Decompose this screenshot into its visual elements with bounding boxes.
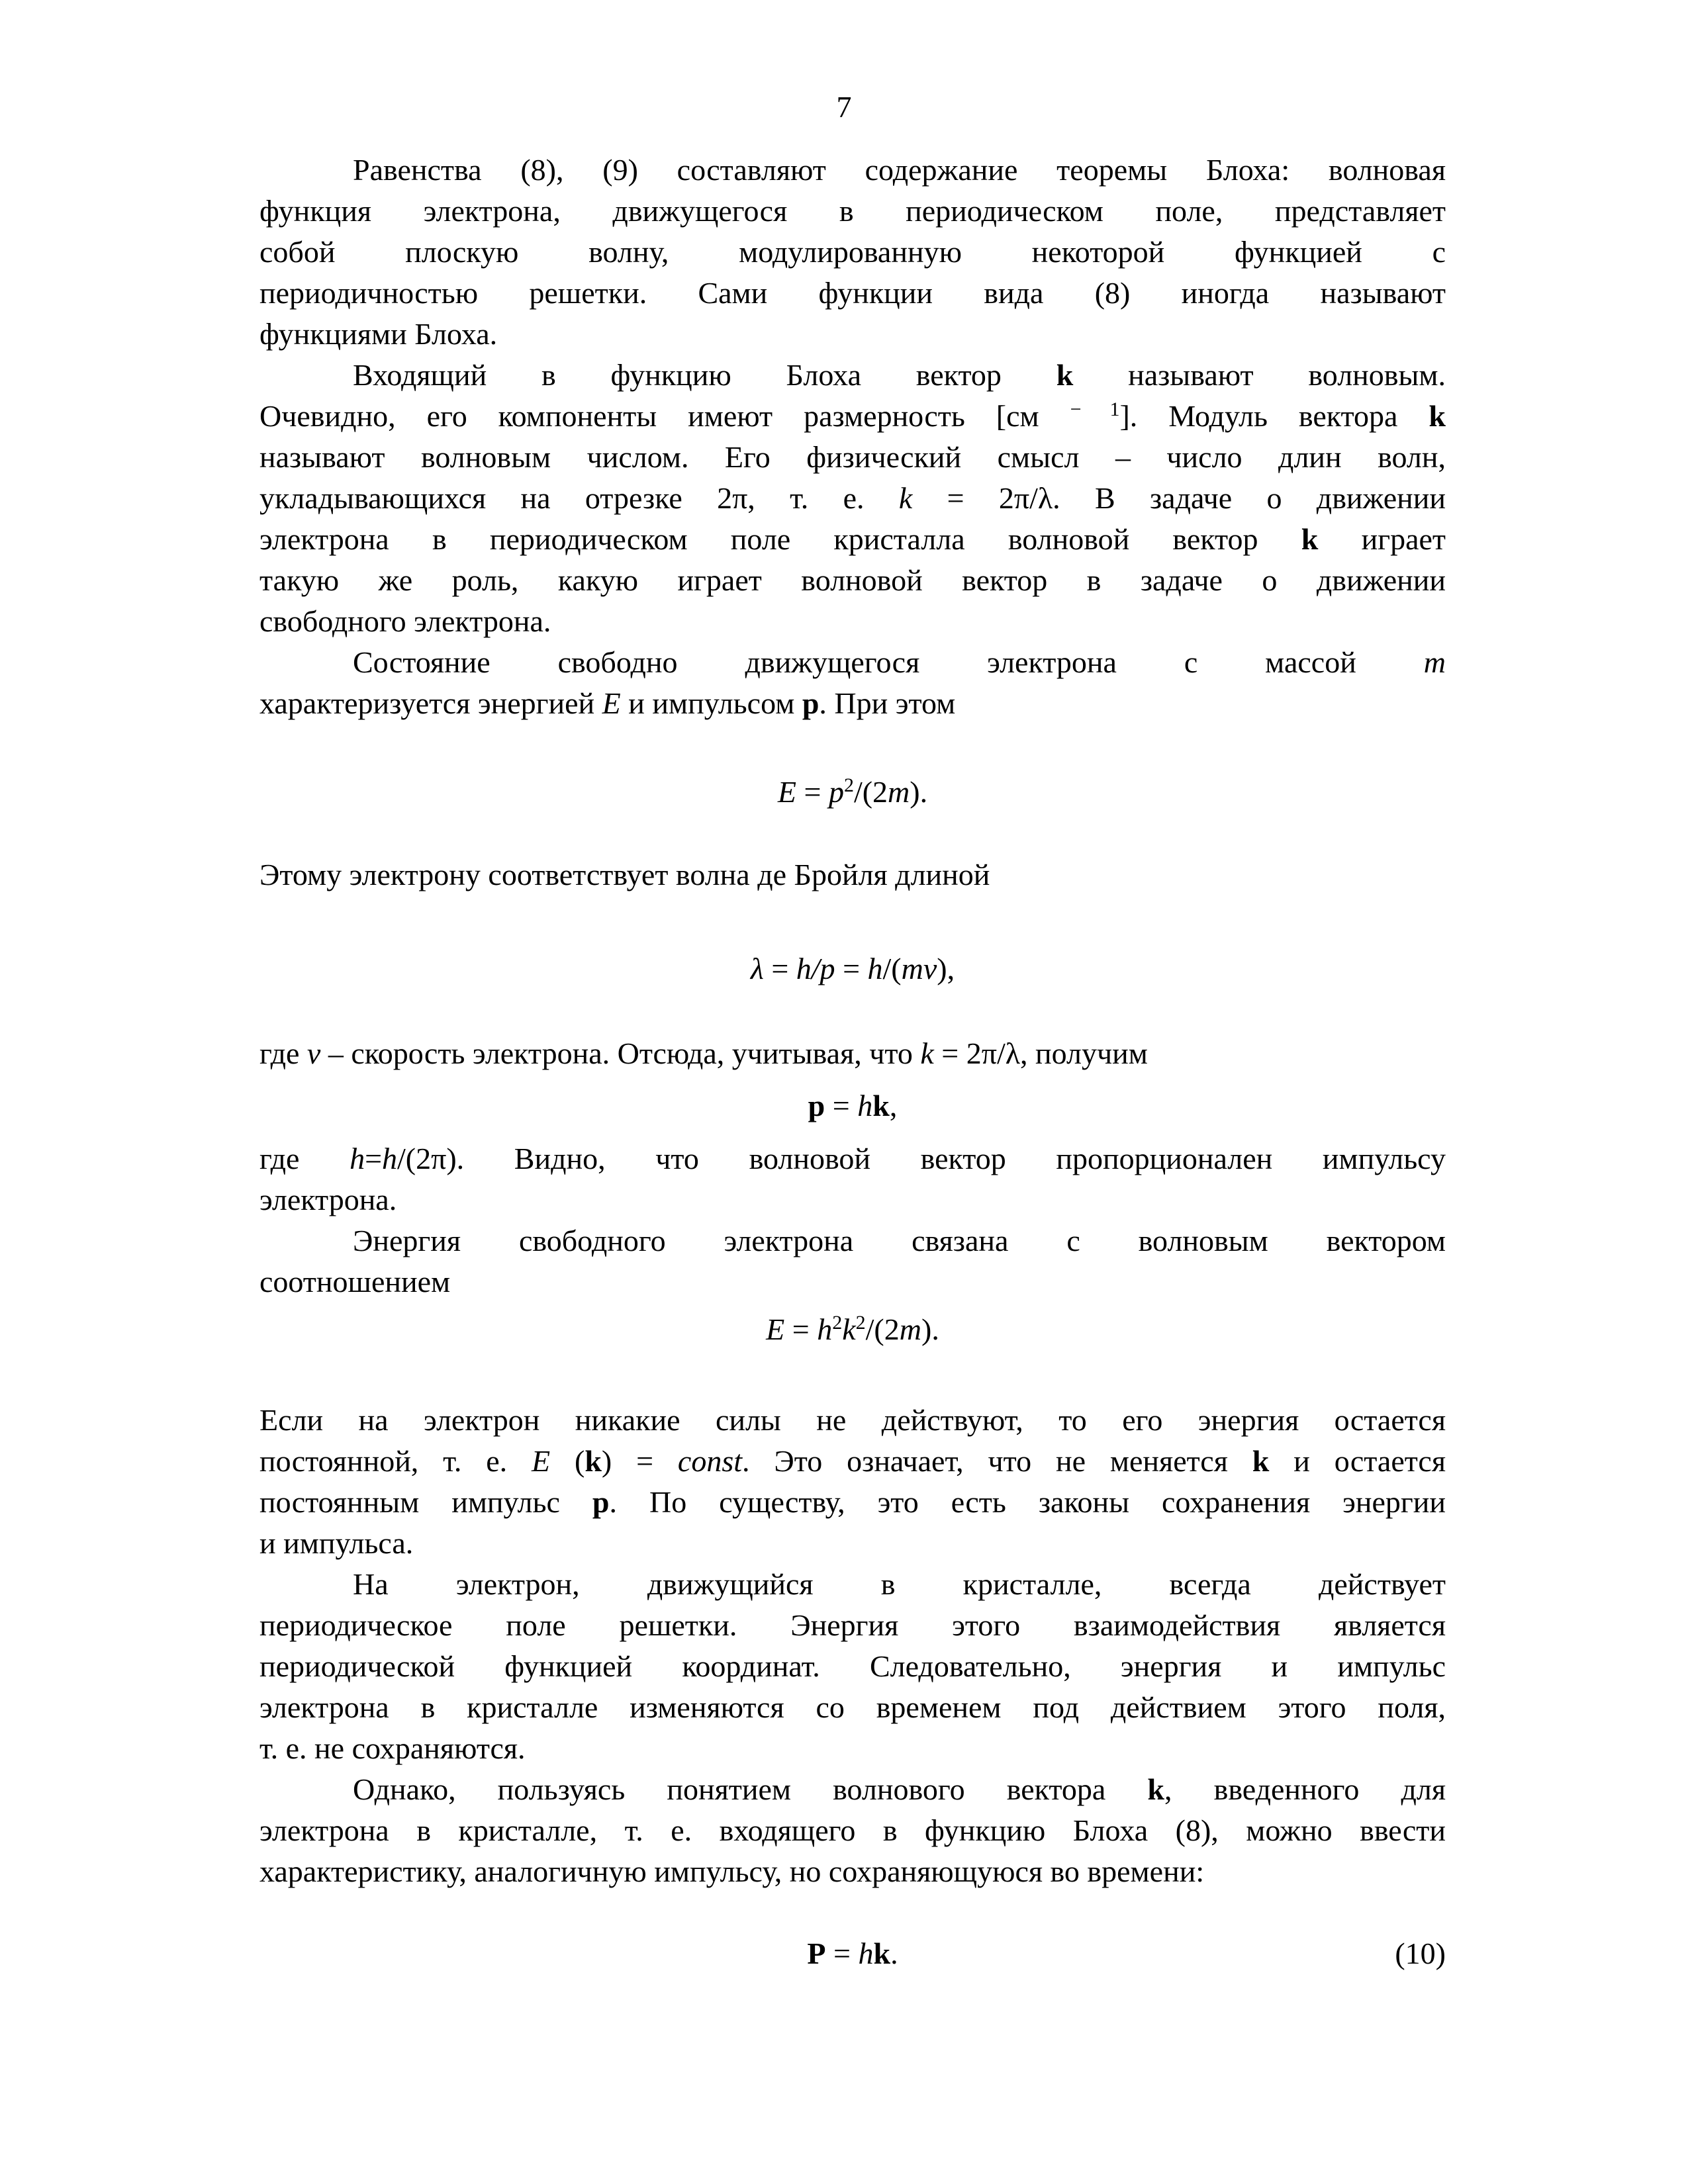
text-segment: периодической функцией координат. Следовательно, энергия и импульс (259, 1649, 1446, 1683)
formula (259, 1309, 1446, 1350)
text-line (259, 1605, 1446, 1646)
text-segment: ) = (601, 1444, 678, 1478)
text-line (259, 150, 1446, 191)
formula (259, 1085, 1446, 1126)
text-line (259, 355, 1446, 396)
text-line (259, 478, 1446, 519)
text-segment: = (784, 1312, 818, 1346)
text-segment: k (1056, 358, 1074, 392)
text-segment: p (592, 1485, 610, 1519)
text-segment: Состояние свободно движущегося электрона с массой (353, 645, 1424, 679)
text-segment: 2 (855, 1311, 866, 1334)
text-segment: k (1429, 399, 1446, 433)
text-segment: h (817, 1312, 833, 1346)
text-line (259, 1646, 1446, 1687)
text-segment: = (835, 952, 868, 985)
text-segment: = 2π/λ. В задаче о движении (912, 481, 1446, 515)
text-segment: k (585, 1444, 602, 1478)
text-segment: и остается (1269, 1444, 1446, 1478)
text-line (259, 1728, 1446, 1769)
text-line (259, 1138, 1446, 1179)
text-line (259, 191, 1446, 232)
text-segment: , введенного для (1164, 1772, 1446, 1806)
text-segment: k (898, 481, 913, 515)
text-segment: const (677, 1444, 743, 1478)
text-line (259, 437, 1446, 478)
text-segment: k (1301, 522, 1319, 556)
text-line (259, 1441, 1446, 1482)
text-line (259, 1482, 1446, 1523)
text-segment: = (763, 952, 796, 985)
equation-number: (10) (1395, 1936, 1446, 1970)
text-line (259, 396, 1446, 437)
text-segment: периодическое поле решетки. Энергия этого взаимодействия является (259, 1608, 1446, 1642)
text-segment: называют волновым числом. Его физический смысл – число длин волн, (259, 440, 1446, 474)
text-line (259, 232, 1446, 273)
text-segment: k (873, 1936, 891, 1970)
text-segment: периодичностью решетки. Сами функции вида (8) иногда называют (259, 276, 1446, 310)
text-line (259, 854, 1446, 895)
text-line (259, 1400, 1446, 1441)
text-segment: E (602, 686, 621, 720)
formula (259, 1933, 1446, 1974)
text-segment: − 1 (1070, 398, 1120, 420)
text-segment: постоянным импульс (259, 1485, 592, 1519)
text-segment: /(2 (853, 775, 888, 809)
text-segment: = (825, 1089, 858, 1122)
text-segment: = (796, 775, 829, 809)
text-segment: v (306, 1036, 321, 1070)
text-segment: /(2π). Видно, что волновой вектор пропорционален импульсу (397, 1142, 1446, 1175)
text-segment: функция электрона, движущегося в периодическом поле, представляет (259, 194, 1446, 228)
text-segment: ). (910, 775, 928, 809)
text-segment: характеристику, аналогичную импульсу, но сохраняющуюся во времени: (259, 1854, 1205, 1888)
text-segment: ). (921, 1312, 939, 1346)
text-segment: электрона в кристалле, т. е. входящего в функцию Блоха (8), можно ввести (259, 1813, 1446, 1847)
text-segment: mv (901, 952, 937, 985)
text-segment: . Это означает, что не меняется (742, 1444, 1252, 1478)
text-segment: p (802, 686, 820, 720)
text-segment: электрона. (259, 1183, 397, 1216)
text-segment: = (365, 1142, 383, 1175)
text-segment: и импульса. (259, 1526, 414, 1560)
text-segment: где (259, 1036, 307, 1070)
text-line (259, 1179, 1446, 1220)
text-segment: h (350, 1142, 365, 1175)
text-segment: ), (937, 952, 955, 985)
text-segment: Этому электрону соответствует волна де Бройля длиной (259, 858, 990, 891)
text-segment: h (867, 952, 883, 985)
text-segment: постоянной, т. е. (259, 1444, 532, 1478)
text-segment: m (899, 1312, 921, 1346)
text-line (259, 1220, 1446, 1261)
text-line (259, 519, 1446, 560)
text-segment: такую же роль, какую играет волновой вектор в задаче о движении (259, 563, 1446, 597)
text-segment: h (857, 1089, 873, 1122)
text-segment: 2 (832, 1311, 843, 1334)
text-line (259, 1851, 1446, 1892)
text-segment: m (1423, 645, 1446, 679)
text-segment: свободного электрона. (259, 604, 551, 638)
text-segment: Если на электрон никакие силы не действуют, то его энергия остается (259, 1403, 1446, 1437)
text-segment: Очевидно, его компоненты имеют размерность [см (259, 399, 1070, 433)
text-line (259, 1523, 1446, 1564)
text-segment: k (842, 1312, 856, 1346)
text-segment: где (259, 1142, 350, 1175)
text-line (259, 1261, 1446, 1302)
text-segment: /(2 (865, 1312, 900, 1346)
formula (259, 948, 1446, 989)
text-segment: Энергия свободного электрона связана с волновым вектором (353, 1224, 1446, 1257)
text-segment: λ (750, 952, 764, 985)
text-segment: E (532, 1444, 551, 1478)
text-segment: Однако, пользуясь понятием волнового вектора (353, 1772, 1148, 1806)
text-segment: характеризуется энергией (259, 686, 602, 720)
text-line (259, 273, 1446, 314)
text-segment: k (1252, 1444, 1270, 1478)
text-segment: , (889, 1089, 898, 1122)
text-segment: k (1147, 1772, 1164, 1806)
text-line (259, 560, 1446, 601)
text-segment: m (888, 775, 910, 809)
text-line (259, 314, 1446, 355)
text-segment: h (858, 1936, 874, 1970)
text-segment: k (920, 1036, 934, 1070)
text-line (259, 1033, 1446, 1074)
text-segment: p (828, 775, 844, 809)
text-segment: . (890, 1936, 898, 1970)
text-segment: соотношением (259, 1265, 451, 1298)
text-segment: – скорость электрона. Отсюда, учитывая, что (320, 1036, 921, 1070)
text-segment: p (808, 1089, 825, 1122)
text-segment: k (872, 1089, 890, 1122)
formula (259, 772, 1446, 813)
text-line (259, 1810, 1446, 1851)
page-number: 7 (836, 90, 852, 124)
text-segment: электрона в периодическом поле кристалла волновой вектор (259, 522, 1301, 556)
text-line (259, 683, 1446, 724)
text-segment: называют волновым. (1073, 358, 1446, 392)
text-segment: P (807, 1936, 826, 1970)
text-segment: электрона в кристалле изменяются со временем под действием этого поля, (259, 1690, 1446, 1724)
text-segment: укладывающихся на отрезке 2π, т. е. (259, 481, 899, 515)
text-segment: h/p (796, 952, 835, 985)
text-segment: Равенства (8), (9) составляют содержание теоремы Блоха: волновая (353, 153, 1446, 187)
text-segment: играет (1318, 522, 1446, 556)
text-segment: h (382, 1142, 398, 1175)
text-line (259, 1687, 1446, 1728)
text-segment: . При этом (819, 686, 956, 720)
text-segment: т. е. не сохраняются. (259, 1731, 526, 1765)
text-segment: = 2π/λ, получим (933, 1036, 1148, 1070)
text-segment: Входящий в функцию Блоха вектор (353, 358, 1056, 392)
page-body (259, 150, 1446, 1974)
text-segment: E (766, 1312, 785, 1346)
text-line (259, 1769, 1446, 1810)
text-line (259, 642, 1446, 683)
text-line (259, 601, 1446, 642)
text-segment: функциями Блоха. (259, 317, 498, 351)
text-segment: ( (550, 1444, 585, 1478)
text-segment: и импульсом (620, 686, 802, 720)
text-segment: E (777, 775, 796, 809)
text-segment: собой плоскую волну, модулированную некоторой функцией с (259, 235, 1446, 269)
text-line (259, 1564, 1446, 1605)
text-segment: = (825, 1936, 859, 1970)
text-segment: /( (882, 952, 902, 985)
text-segment: 2 (843, 774, 854, 796)
text-segment: ]. Модуль вектора (1119, 399, 1429, 433)
text-segment: . По существу, это есть законы сохранения энергии (609, 1485, 1446, 1519)
text-segment: На электрон, движущийся в кристалле, всегда действует (353, 1567, 1446, 1601)
